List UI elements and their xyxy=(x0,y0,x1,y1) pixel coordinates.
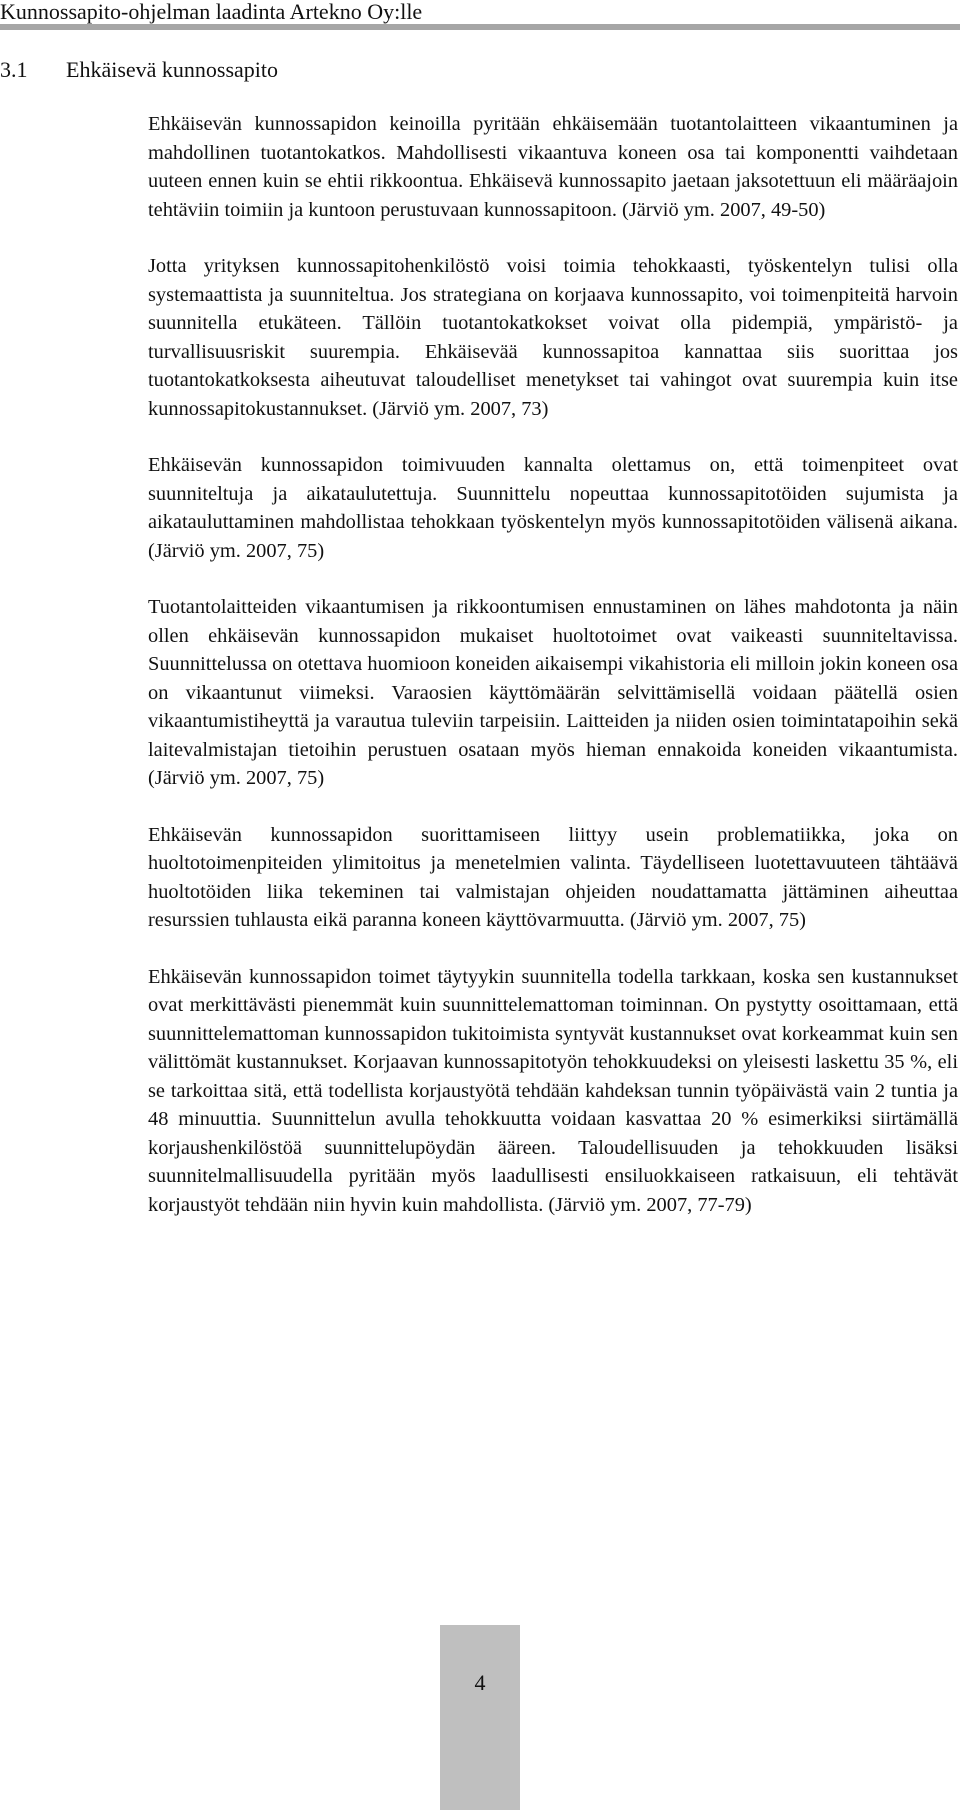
section-number: 3.1 xyxy=(0,57,28,82)
header-title: Kunnossapito-ohjelman laadinta Artekno Oy:lle xyxy=(0,0,423,24)
paragraph: Ehkäisevän kunnossapidon suorittamiseen liittyy usein problematiikka, joka on huoltotoimenpiteiden ylimitoitus ja menetelmien valinta. Täydelliseen luotettavuuteen tähtäävä huoltotöiden liika tekeminen tai valmistajan ohjeiden noudattamatta jättäminen aiheuttaa resurssien tuhlausta eikä paranna koneen käyttövarmuutta. (Järviö ym. 2007, 75) xyxy=(148,823,958,931)
section-title: Ehkäisevä kunnossapito xyxy=(66,57,279,82)
paragraph: Ehkäisevän kunnossapidon toimet täytyykin suunnitella todella tarkkaan, koska sen kustannukset ovat merkittävästi pienemmät kuin suunnittelemattoman toiminnan. On pystytty osoittamaan, että suunnittelemattoman kunnossapidon tukitoimista syntyvät kustannukset ovat korkeammat kuin sen välittömät kustannukset. Korjaavan kunnossapitotyön tehokkuudeksi on yleisesti laskettu 35 %, eli se tarkoittaa sitä, että todellista korjaustyötä tehdään kahdeksan tunnin työpäivästä vain 2 tuntia ja 48 minuuttia. Suunnittelun avulla tehokkuutta voidaan kasvattaa 20 % esimerkiksi siirtämällä korjaushenkilöstöä suunnittelupöydän ääreen. Taloudellisuuden ja tehokkuuden lisäksi suunnitelmallisuudella pyritään myös laadullisesti ensiluokkaiseen ratkaisuun, eli tehtävät korjaustyöt tehdään niin hyvin kuin mahdollista. (Järviö ym. 2007, 77-79) xyxy=(148,965,958,1216)
page-number-box xyxy=(440,1625,520,1810)
page-header xyxy=(0,0,960,30)
paragraph: Jotta yrityksen kunnossapitohenkilöstö voisi toimia tehokkaasti, työskentelyn tulisi olla systemaattista ja suunniteltua. Jos strategiana on korjaava kunnossapito, voi toimenpiteitä harvoin suunnitella etukäteen. Tällöin tuotantokatkokset voivat olla pidempiä, ympäristö- ja turvallisuusriskit suurempia. Ehkäisevää kunnossapitoa kannattaa siis suorittaa jos tuotantokatkoksesta aiheutuvat taloudelliset menetykset tai vahingot ovat suurempia kuin itse kunnossapitokustannukset. (Järviö ym. 2007, 73) xyxy=(148,255,958,420)
page-number: 4 xyxy=(474,1670,486,1695)
paragraph: Ehkäisevän kunnossapidon toimivuuden kannalta olettamus on, että toimenpiteet ovat suunniteltuja ja aikataulutettuja. Suunnittelu nopeuttaa kunnossapitotöiden sujumista ja aikatauluttaminen mahdollistaa tehokkaan työskentelyn myös kunnossapitotöiden välisenä aikana. (Järviö ym. 2007, 75) xyxy=(148,454,958,562)
paragraph: Tuotantolaitteiden vikaantumisen ja rikkoontumisen ennustaminen on lähes mahdotonta ja näin ollen ehkäisevän kunnossapidon mukaiset huoltotoimet ovat vaikeasti suunniteltavissa. Suunnittelussa on otettava huomioon koneiden aikaisempi vikahistoria eli milloin jokin koneen osa on vikaantunut viimeksi. Varaosien käyttömäärän selvittämisellä voidaan päätellä osien vikaantumistiheyttä ja varautua tuleviin tarpeisiin. Laitteiden ja niiden osien toimintatapoihin sekä laitevalmistajan tietoihin perustuen osataan myös hieman ennakoida koneiden vikaantumista. (Järviö ym. 2007, 75) xyxy=(148,596,958,789)
header-rule xyxy=(0,24,960,30)
paragraph: Ehkäisevän kunnossapidon keinoilla pyritään ehkäisemään tuotantolaitteen vikaantuminen ja mahdollinen tuotantokatkos. Mahdollisesti vikaantuva koneen osa tai komponentti vaihdetaan uuteen ennen kuin se ehtii rikkoontua. Ehkäisevä kunnossapito jaetaan jaksotettuun eli määräajoin tehtäviin toimiin ja kuntoon perustuvaan kunnossapitoon. (Järviö ym. 2007, 49-50) xyxy=(148,113,958,221)
section-heading xyxy=(0,56,278,84)
body-text xyxy=(148,110,958,1247)
